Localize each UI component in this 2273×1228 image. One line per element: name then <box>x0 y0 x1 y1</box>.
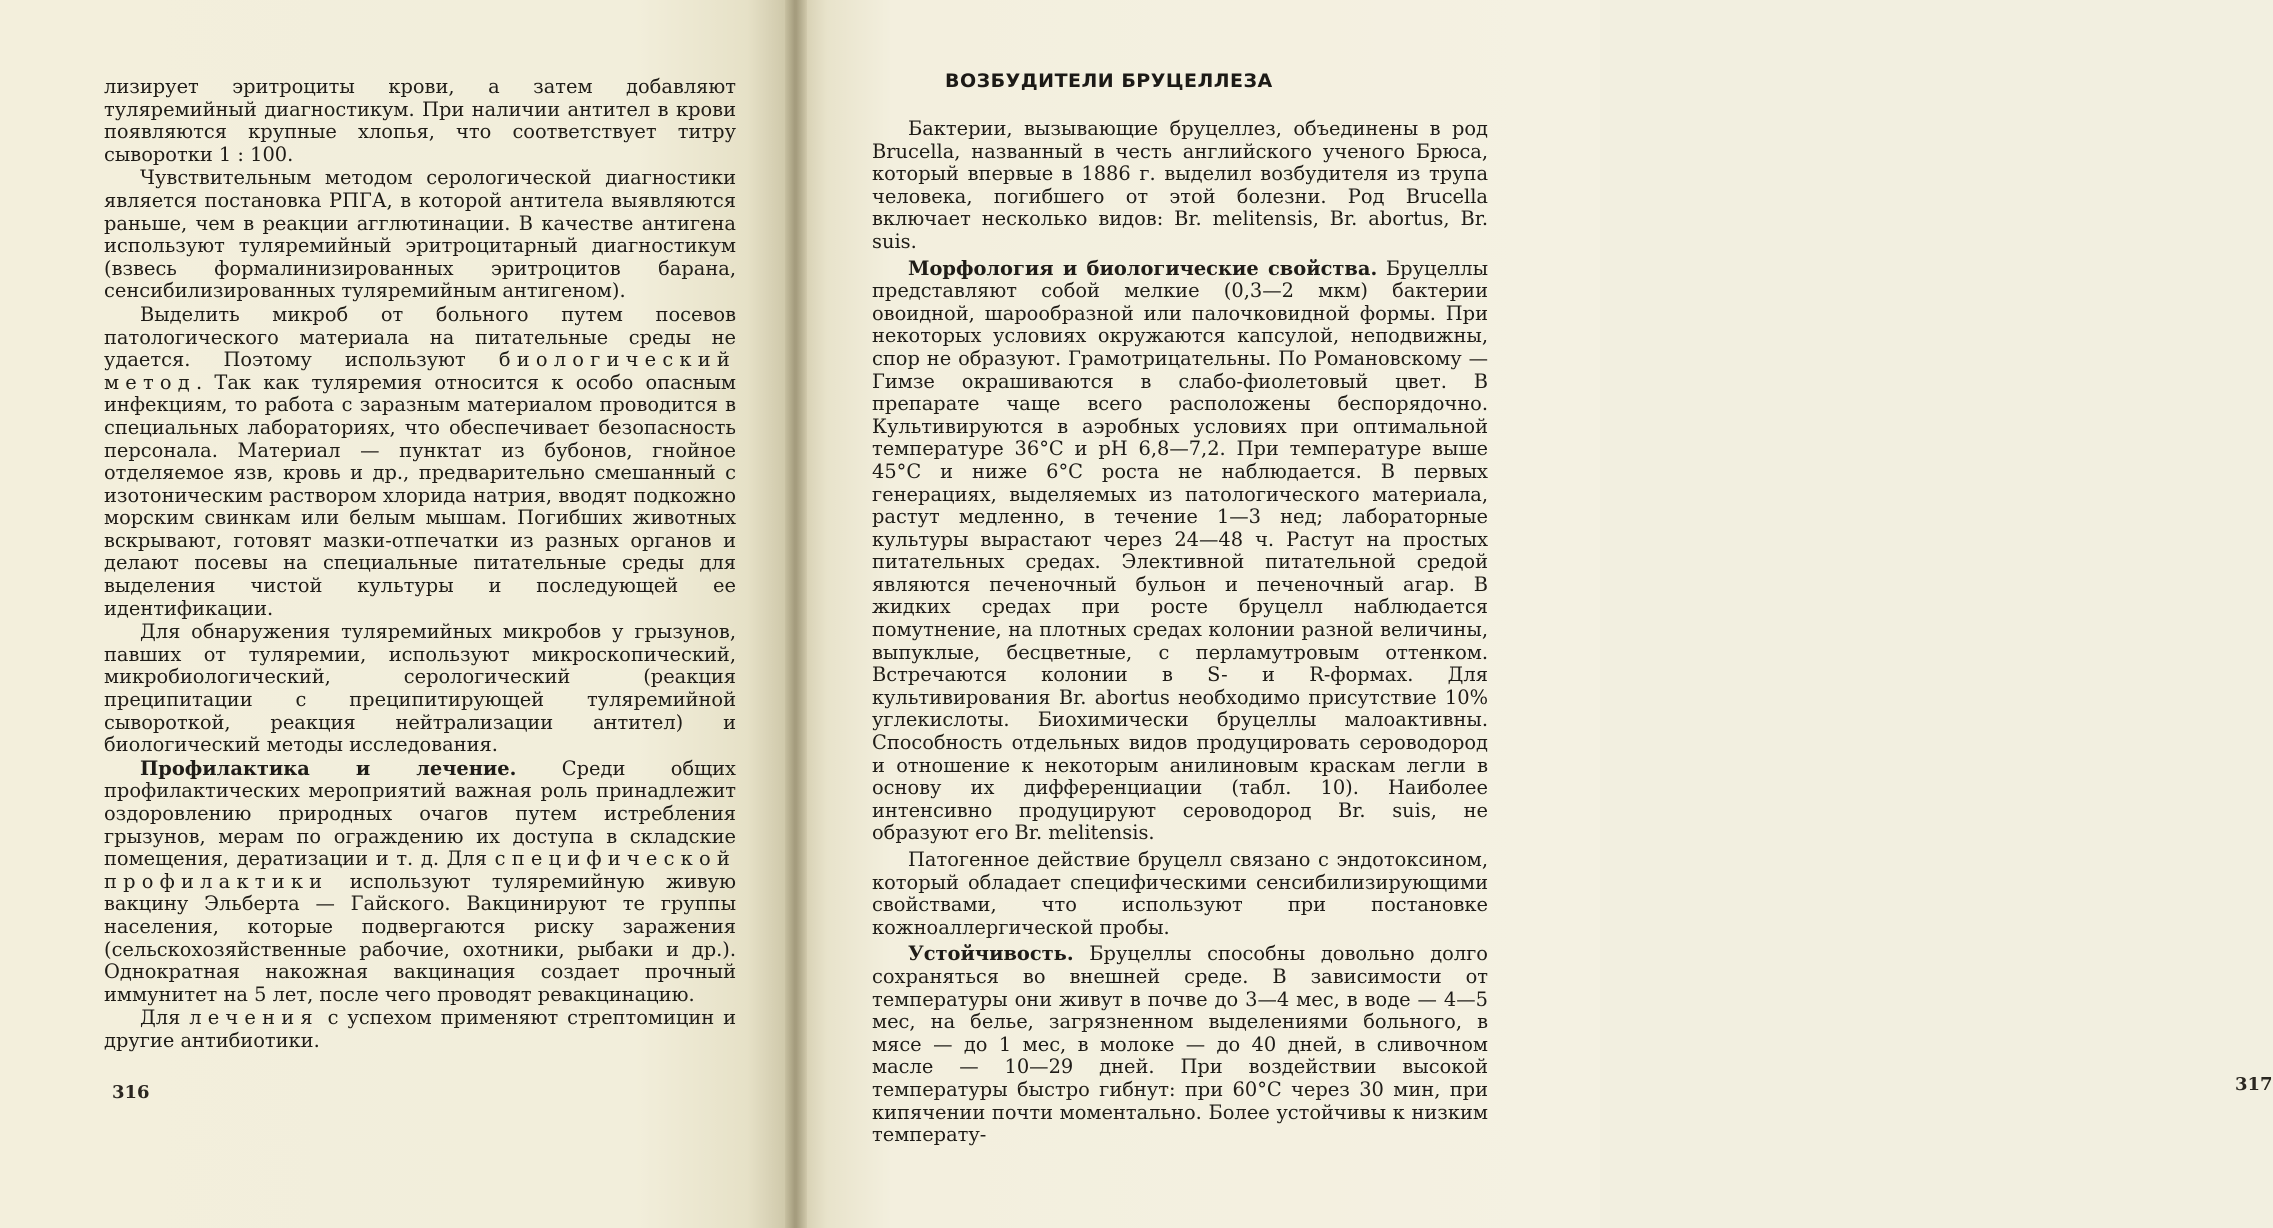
left-page-text <box>104 76 736 1053</box>
chapter-heading: ВОЗБУДИТЕЛИ БРУЦЕЛЛЕЗА <box>945 70 1273 92</box>
paragraph <box>104 304 736 620</box>
book-gutter <box>785 0 807 1228</box>
paragraph <box>104 167 736 303</box>
paragraph <box>104 1007 736 1052</box>
paragraph-text: Среди общих профилактических мероприятий важная роль принадлежит оздоровлению природных очагов путем истребления грызунов, мерам по ограждению их доступа в складские помещения, дератизации и т. д. Для <box>104 756 736 871</box>
paragraph-text: Чувствительным методом серологической диагностики является постановка РПГА, в которой антитела выявляются раньше, чем в реакции агглютинации. В качестве антигена используют туляремийный эритроцитарный диагностикум (взвесь формалинизированных эритроцитов барана, сенсибилизированных туляремийным антигеном). <box>104 166 736 303</box>
spaced-emphasis: лечения <box>189 1006 319 1030</box>
right-page <box>795 0 2273 1228</box>
page-number: 317 <box>2235 1074 2273 1095</box>
paragraph <box>104 758 736 1007</box>
paragraph <box>104 621 736 757</box>
paragraph <box>872 118 1488 254</box>
right-page-text <box>872 118 1488 1147</box>
section-heading: Устойчивость. <box>908 942 1074 966</box>
paragraph-text: Для обнаружения туляремийных микробов у грызунов, павших от туляремии, используют микроскопический, микробиологический, серологический (реакция преципитации с преципитирующей туляремийной сывороткой, реакция нейтрализации антител) и биологический методы исследования. <box>104 620 736 757</box>
paragraph-text: . Так как туляремия относится к особо опасным инфекциям, то работа с заразным материалом проводится в специальных лабораториях, что обеспечивает безопасность персонала. Материал — пунктат из бубонов, гнойное отделяемое язв, кровь и др., предварительно смешанный с изотоническим раствором хлорида натрия, вводят подкожно морским свинкам или белым мышам. Погибших животных вскрывают, готовят мазки-отпечатки из разных органов и делают посевы на специальные питательные среды для выделения чистой культуры и последующей ее идентификации. <box>104 370 736 620</box>
paragraph-text: лизирует эритроциты крови, а затем добавляют туляремийный диагностикум. При наличии антител в крови появляются крупные хлопья, что соответствует титру сыворотки 1 : 100. <box>104 75 736 166</box>
spaced-emphasis: специфической профилактики <box>104 847 736 893</box>
paragraph-text: Выделить микроб от больного путем посевов патологического материала на питательные среды не удается. Поэтому используют <box>104 302 736 372</box>
paragraph-text: с успехом применяют стрептомицин и другие антибиотики. <box>104 1006 736 1052</box>
section-heading: Морфология и биологические свойства. <box>908 256 1378 280</box>
paragraph-text: Патогенное действие бруцелл связано с эндотоксином, который обладает специфическими сенсибилизирующими свойствами, что используют при постановке кожноаллергической пробы. <box>872 848 1488 939</box>
page-number: 316 <box>112 1082 150 1103</box>
spaced-emphasis: биологический метод <box>104 348 736 394</box>
paragraph <box>104 76 736 166</box>
left-page <box>0 0 795 1228</box>
paragraph-text: Бактерии, вызывающие бруцеллез, объединены в род Brucella, названный в честь английского ученого Брюса, который впервые в 1886 г. выделил возбудителя из трупа человека, погибшего от этой болезни. Род Brucella включает несколько видов: Br. melitensis, Br. abortus, Br. suis. <box>872 117 1488 253</box>
paragraph <box>872 943 1488 1146</box>
paragraph-text: используют туляремийную живую вакцину Эльберта — Гайского. Вакцинируют те группы населения, которые подвергаются риску заражения (сельскохозяйственные рабочие, охотники, рыбаки и др.). Однократная накожная вакцинация создает прочный иммунитет на 5 лет, после чего проводят ревакцинацию. <box>104 869 736 1006</box>
paragraph-text: Бруцеллы представляют собой мелкие (0,3—2 мкм) бактерии овоидной, шарообразной или палочковидной формы. При некоторых условиях окружаются капсулой, неподвижны, спор не образуют. Грамотрицательны. По Романовскому — Гимзе окрашиваются в слабо-фиолетовый цвет. В препарате чаще всего расположены беспорядочно. Культивируются в аэробных условиях при оптимальной температуре 36°С и pH 6,8—7,2. При температуре выше 45°С и ниже 6°С роста не наблюдается. В первых генерациях, выделяемых из патологического материала, растут медленно, в течение 1—3 нед; лабораторные культуры вырастают через 24—48 ч. Растут на простых питательных средах. Элективной питательной средой являются печеночный бульон и печеночный агар. В жидких средах при росте бруцелл наблюдается помутнение, на плотных средах колонии разной величины, выпуклые, бесцветные, с перламутровым оттенком. Встречаются колонии в S- и R-формах. Для культивирования Br. abortus необходимо присутствие 10% углекислоты. Биохимически бруцеллы малоактивны. Способность отдельных видов продуцировать сероводород и отношение к некоторым анилиновым краскам легли в основу их дифференциации (табл. 10). Наиболее интенсивно продуцируют сероводород Br. suis, не образуют его Br. melitensis. <box>872 256 1489 845</box>
paragraph <box>872 258 1488 845</box>
section-heading: Профилактика и лечение. <box>140 756 517 780</box>
paragraph <box>872 849 1488 939</box>
paragraph-text: Для <box>140 1006 190 1030</box>
paragraph-text: Бруцеллы способны довольно долго сохраняться во внешней среде. В зависимости от температуры они живут в почве до 3—4 мес, в воде — 4—5 мес, на белье, загрязненном выделениями больного, в мясе — до 1 мес, в молоке — до 40 дней, в сливочном масле — 10—29 дней. При воздействии высокой температуры быстро гибнут: при 60°С через 30 мин, при кипячении почти моментально. Более устойчивы к низким температу- <box>872 942 1488 1147</box>
